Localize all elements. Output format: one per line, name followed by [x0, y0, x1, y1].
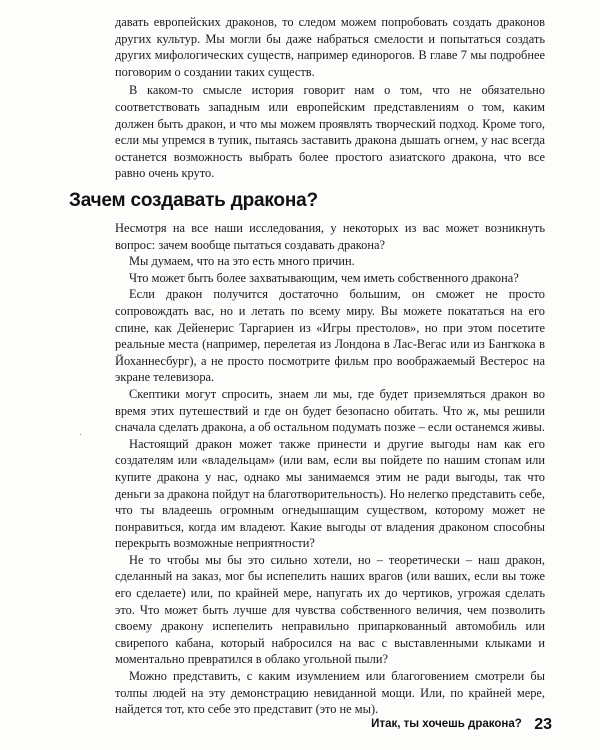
- paragraph: Несмотря на все наши исследования, у некоторых из вас может возникнуть вопрос: зачем вообще пытаться создавать дракона?: [115, 221, 545, 252]
- page-footer: [371, 716, 552, 734]
- paragraph: давать европейских драконов, то следом можем попробовать создать драконов других культур. Мы могли бы даже набраться смелости и попытаться создать других мифологических существ, например единорогов. В главе 7 мы подробнее поговорим о создании таких существ.: [115, 15, 545, 79]
- paragraph: Что может быть более захватывающим, чем иметь собственного дракона?: [129, 270, 519, 285]
- paragraph: Можно представить, с каким изумлением или благоговением смотрели бы толпы людей на эту демонстрацию невиданной мощи. Или, по крайней мере, найдется тот, кто себе это представит (это не мы).: [115, 669, 545, 717]
- paragraph: Скептики могут спросить, знаем ли мы, где будет приземляться дракон во время этих путешествий и где он будет безопасно обитать. Что ж, мы решили сначала сделать дракона, а об остальном подумать позже – если останемся живы.: [115, 386, 545, 435]
- paragraph: В каком-то смысле история говорит нам о том, что не обязательно соответствовать западным или европейским представлениям о том, каким должен быть дракон, и что мы можем проявлять творческий подход. Кроме того, если мы упремся в тупик, пытаясь заставить дракона дышать огнем, у нас всегда останется возможность выбрать более простого азиатского дракона, что все равно очень круто.: [115, 83, 545, 181]
- page-number: 23: [534, 716, 552, 733]
- scan-speck: [80, 434, 81, 435]
- section-heading: Зачем создавать дракона?: [69, 190, 318, 211]
- paragraph: Если дракон получится достаточно большим, он сможет не просто сопровождать вас, но и летать по всему миру. Вы можете покататься на его спине, как Дейенерис Таргариен из «Игры престолов», но при этом посетите реальные места (например, перелетая из Лондона в Лас-Вегас или из Бангкока в Йоханнесбург), а не просто посмотрите фильм про воображаемый Вестерос на экране телевизора.: [115, 287, 545, 385]
- paragraph: Мы думаем, что на это есть много причин.: [129, 254, 355, 269]
- paragraph: Настоящий дракон может также принести и другие выгоды нам как его создателям или «владельцам» (или вам, если вы пойдете по нашим стопам или купите дракона у нас, однако мы занимаемся этим не ради выгоды, так что деньги за дракона пойдут на благотворительность). Но нелегко представить себе, что ты владеешь огромным огнедышащим существом, которому может не понравиться, когда им владеют. Какие выгоды от владения драконом способны перекрыть возможные неприятности?: [115, 436, 545, 551]
- paragraph: Не то чтобы мы бы это сильно хотели, но – теоретически – наш дракон, сделанный на заказ, мог бы испепелить наших врагов (или ваших, если вы тоже его сделаете) или, по крайней мере, напугать их до чертиков, угрожая сделать это. Что может быть лучше для чувства собственного величия, чем позволить своему дракону испепелить неправильно припаркованный автомобиль или свирепого кабана, который набросился на вас с выставленными клыками и моментально превратился в облако угольной пыли?: [115, 552, 545, 667]
- section-two-text: [115, 220, 545, 718]
- running-title: Итак, ты хочешь дракона?: [371, 718, 522, 730]
- section-one-text: [115, 14, 545, 182]
